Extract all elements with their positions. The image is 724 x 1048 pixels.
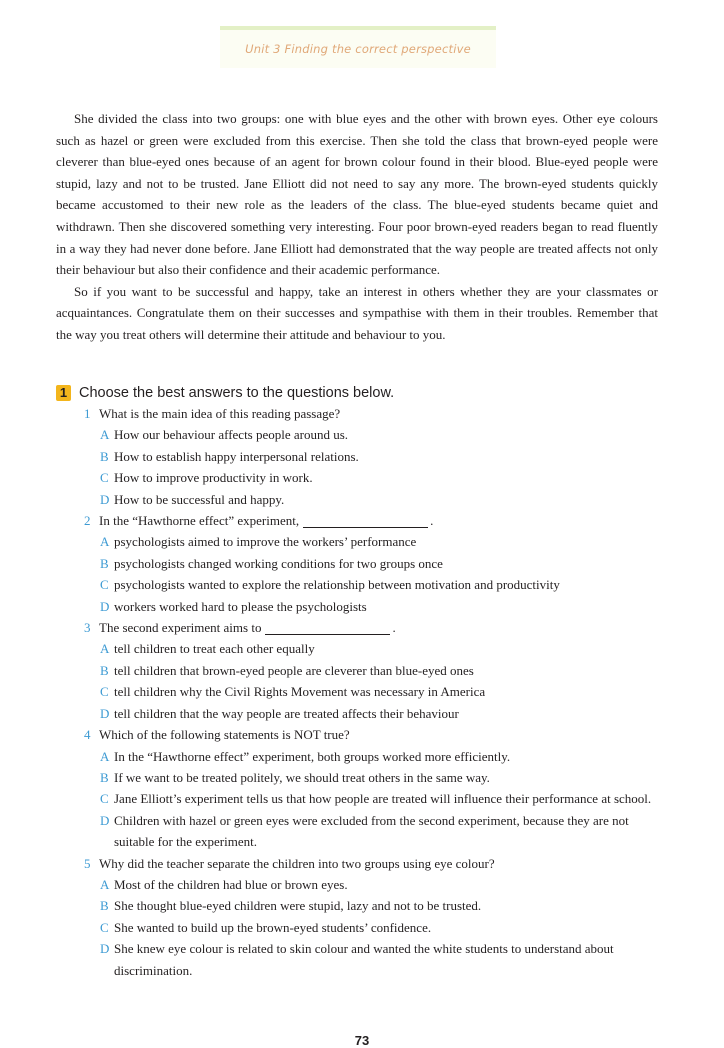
- option-letter: B: [100, 769, 109, 785]
- option-letter: A: [100, 748, 110, 764]
- option-letter: C: [100, 919, 109, 935]
- option-text: psychologists wanted to explore the relationship between motivation and productivity: [114, 577, 560, 593]
- option-text: How to be successful and happy.: [114, 491, 285, 507]
- answer-option[interactable]: [100, 703, 666, 724]
- option-letter: D: [100, 705, 110, 721]
- option-text: psychologists changed working conditions for two groups once: [114, 555, 443, 571]
- option-letter: B: [100, 448, 109, 464]
- page-number: 73: [354, 1033, 370, 1048]
- answer-option[interactable]: [100, 553, 666, 574]
- option-letter: A: [100, 427, 110, 443]
- option-letter: B: [100, 555, 109, 571]
- answer-option[interactable]: [100, 681, 666, 702]
- answer-option[interactable]: [100, 446, 666, 467]
- question-3: [84, 617, 666, 724]
- answer-blank[interactable]: [303, 527, 428, 528]
- exercise-instructions: Choose the best answers to the questions below.: [79, 385, 395, 401]
- option-text: How to improve productivity in work.: [114, 470, 313, 486]
- option-text: psychologists aimed to improve the workers’ performance: [114, 534, 417, 550]
- answer-option[interactable]: [100, 489, 666, 510]
- option-letter: A: [100, 534, 110, 550]
- question-number: 1: [84, 406, 91, 421]
- question-text: In the “Hawthorne effect” experiment,: [99, 513, 300, 529]
- answer-option[interactable]: [100, 917, 666, 938]
- option-text: How to establish happy interpersonal relations.: [114, 448, 359, 464]
- option-letter: D: [100, 812, 110, 828]
- option-text: If we want to be treated politely, we should treat others in the same way.: [114, 769, 490, 785]
- option-text: tell children to treat each other equally: [114, 641, 315, 657]
- option-text: Children with hazel or green eyes were excluded from the second experiment, because they are not suitable for the experiment.: [114, 812, 629, 850]
- option-text: How our behaviour affects people around us.: [114, 427, 349, 443]
- unit-title: Unit 3 Finding the correct perspective: [245, 42, 471, 56]
- passage-paragraph: So if you want to be successful and happy, take an interest in others whether they are your classmates or acquaintances. Congratulate them on their successes and sympathise with them in their troubles. Remember that the way you treat others will determine their attitude and behaviour to you.: [56, 283, 658, 342]
- answer-option[interactable]: [100, 788, 666, 809]
- answer-option[interactable]: [100, 531, 666, 552]
- option-text: tell children why the Civil Rights Movement was necessary in America: [114, 684, 486, 700]
- passage-paragraph: She divided the class into two groups: one with blue eyes and the other with brown eyes. Other eye colours such as hazel or green were excluded from this exercise. Then she told the class that brown-eyed people were cleverer than blue-eyed ones because of an agent for brown colour found in their blood. Blue-eyed people were stupid, lazy and not to be trusted. Jane Elliott did not need to say any more. The brown-eyed students quickly became accustomed to their new role as the leaders of the class. The blue-eyed students became quiet and withdrawn. Then she discovered something very interesting. Four poor brown-eyed readers began to read fluently in a way they had never done before. Jane Elliott had demonstrated that the way people are treated affects not only their behaviour but also their confidence and their academic performance.: [56, 111, 658, 278]
- answer-option[interactable]: [100, 895, 666, 916]
- answer-blank[interactable]: [265, 634, 390, 635]
- option-letter: D: [100, 941, 110, 957]
- question-4: [84, 724, 666, 852]
- answer-option[interactable]: [100, 874, 666, 895]
- blank-period: .: [430, 513, 434, 529]
- option-text: tell children that the way people are treated affects their behaviour: [114, 705, 459, 721]
- question-text: What is the main idea of this reading passage?: [99, 406, 341, 421]
- answer-option[interactable]: [100, 767, 666, 788]
- option-letter: D: [100, 598, 110, 614]
- question-5: [84, 853, 666, 981]
- question-2: [84, 510, 666, 617]
- question-number: 2: [84, 513, 91, 529]
- unit-header-banner: [220, 26, 496, 68]
- option-text: tell children that brown-eyed people are cleverer than blue-eyed ones: [114, 662, 474, 678]
- option-letter: C: [100, 791, 109, 807]
- option-text: She thought blue-eyed children were stupid, lazy and not to be trusted.: [114, 898, 482, 914]
- option-letter: D: [100, 491, 110, 507]
- answer-option[interactable]: [100, 467, 666, 488]
- exercise-1: [56, 383, 666, 981]
- option-text: She wanted to build up the brown-eyed students’ confidence.: [114, 919, 432, 935]
- option-letter: C: [100, 577, 109, 593]
- option-letter: C: [100, 684, 109, 700]
- option-letter: B: [100, 898, 109, 914]
- exercise-heading: [56, 383, 666, 403]
- answer-option[interactable]: [100, 638, 666, 659]
- option-text: workers worked hard to please the psychologists: [114, 598, 367, 614]
- question-number: 4: [84, 727, 91, 743]
- answer-option[interactable]: [100, 938, 666, 981]
- question-number: 5: [84, 855, 91, 871]
- question-1: [84, 403, 666, 510]
- option-letter: C: [100, 470, 109, 486]
- blank-period: .: [392, 620, 396, 636]
- answer-option[interactable]: [100, 574, 666, 595]
- option-text: She knew eye colour is related to skin colour and wanted the white students to understand about discrimination.: [114, 941, 614, 978]
- answer-option[interactable]: [100, 424, 666, 445]
- answer-option[interactable]: [100, 660, 666, 681]
- reading-passage: [56, 108, 658, 346]
- option-text: Most of the children had blue or brown eyes.: [114, 876, 348, 892]
- answer-option[interactable]: [100, 746, 666, 767]
- question-text: The second experiment aims to: [99, 620, 262, 636]
- question-number: 3: [84, 620, 91, 636]
- option-letter: B: [100, 662, 109, 678]
- option-text: In the “Hawthorne effect” experiment, both groups worked more efficiently.: [114, 748, 511, 764]
- option-text: Jane Elliott’s experiment tells us that how people are treated will influence their performance at school.: [114, 791, 652, 807]
- option-letter: A: [100, 641, 110, 657]
- option-letter: A: [100, 876, 110, 892]
- question-text: Which of the following statements is NOT true?: [99, 727, 350, 743]
- question-text: Why did the teacher separate the children into two groups using eye colour?: [99, 855, 495, 871]
- answer-option[interactable]: [100, 810, 666, 853]
- answer-option[interactable]: [100, 596, 666, 617]
- exercise-number-badge: 1: [56, 385, 71, 401]
